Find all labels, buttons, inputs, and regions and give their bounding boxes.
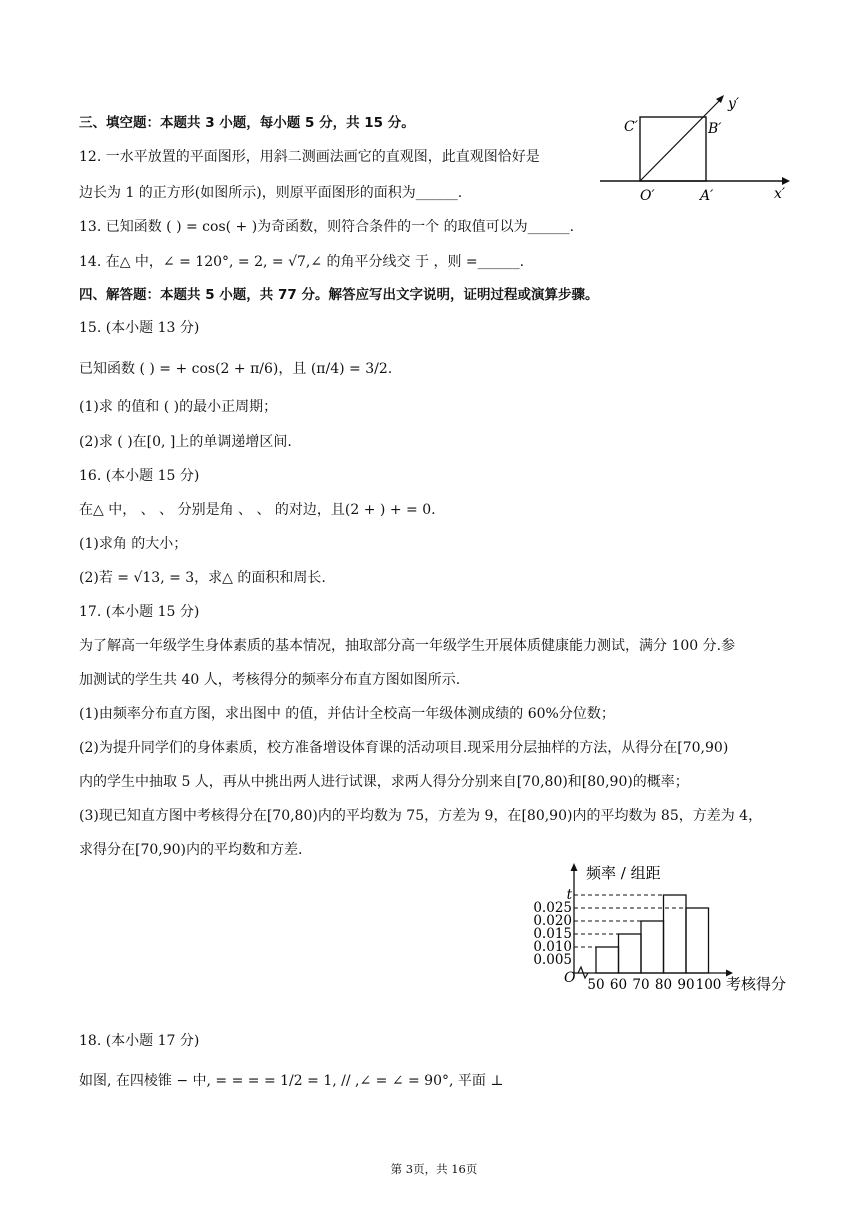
q16-statement: 在△ 中， 、 、 分别是角 、 、 的对边，且(2 + ) + = 0. (79, 502, 436, 518)
q17-part2-1: (2)为提升同学们的身体素质，校方准备增设体育课的活动项目.现采用分层抽样的方法，从得分在[70,90) (79, 740, 729, 756)
hist-y-arrow-icon (571, 863, 578, 871)
hist-x-tick-label: 100 (695, 977, 722, 993)
q18-statement: 如图, 在四棱锥 − 中, = = = = 1/2 = 1, // ,∠ = ∠ = 90°, 平面 ⊥ (79, 1073, 504, 1089)
label-b: B′ (708, 121, 722, 137)
hist-y-tick-label: 0.005 (533, 952, 572, 968)
hist-bar (664, 895, 687, 973)
hist-x-tick-label: 60 (609, 977, 628, 993)
hist-xlabel: 考核得分 (726, 975, 787, 993)
hist-origin: O (564, 970, 576, 986)
hist-y-tick-label: 0.010 (533, 939, 572, 955)
label-c: C′ (624, 119, 638, 135)
q16-part2: (2)若 = √13, = 3，求△ 的面积和周长. (79, 570, 326, 586)
q17-part2-2: 内的学生中抽取 5 人，再从中挑出两人进行试课，求两人得分分别来自[70,80)和[80,90)的概率； (79, 774, 689, 790)
hist-bar (641, 921, 664, 973)
q16-part1: (1)求角 的大小； (79, 536, 188, 552)
q15-header: 15. (本小题 13 分) (79, 320, 200, 336)
q17-part3-1: (3)现已知直方图中考核得分在[70,80)内的平均数为 75，方差为 9，在[80,90)内的平均数为 85，方差为 4， (79, 808, 763, 824)
q15-part2: (2)求 ( )在[0, ]上的单调递增区间. (79, 434, 292, 450)
q12-line1: 12. 一水平放置的平面图形，用斜二测画法画它的直观图，此直观图恰好是 (79, 149, 540, 165)
hist-y-tick-label: t (566, 887, 572, 903)
label-x: x′ (774, 186, 786, 202)
q12-line2: 边长为 1 的正方形(如图所示)，则原平面图形的面积为______. (79, 185, 463, 201)
q17-part1: (1)由频率分布直方图，求出图中 的值，并估计全校高一年级体测成绩的 60%分位数； (79, 706, 615, 722)
hist-y-tick-label: 0.020 (533, 913, 572, 929)
q17-header: 17. (本小题 15 分) (79, 604, 200, 620)
oblique-square-figure (596, 88, 796, 206)
frequency-histogram (528, 858, 800, 1000)
hist-bar (686, 908, 709, 973)
q18-header: 18. (本小题 17 分) (79, 1033, 200, 1049)
label-y: y′ (728, 96, 740, 112)
hist-x-tick-label: 70 (632, 977, 650, 993)
q15-statement: 已知函数 ( ) = + cos(2 + π/6)，且 (π/4) = 3/2. (79, 361, 393, 377)
section-fill-in-title: 三、填空题：本题共 3 小题，每小题 5 分，共 15 分。 (79, 115, 415, 131)
q13-text: 13. 已知函数 ( ) = cos( + )为奇函数，则符合条件的一个 的取值可以为______. (79, 219, 575, 235)
page-footer: 第 3页，共 16页 (390, 1162, 478, 1176)
q15-part1: (1)求 的值和 ( )的最小正周期； (79, 399, 278, 415)
q17-part3-2: 求得分在[70,90)内的平均数和方差. (79, 842, 303, 858)
x-axis-arrow-icon (782, 177, 790, 185)
hist-x-tick-label: 50 (587, 977, 605, 993)
q16-header: 16. (本小题 15 分) (79, 468, 200, 484)
hist-bar (596, 947, 619, 973)
y-axis-arrow-icon (716, 95, 724, 103)
hist-bar (619, 934, 642, 973)
hist-y-tick-label: 0.025 (533, 900, 572, 916)
label-o: O′ (640, 188, 655, 204)
section-answer-title: 四、解答题：本题共 5 小题，共 77 分。解答应写出文字说明，证明过程或演算步骤。 (79, 287, 599, 303)
hist-x-tick-label: 80 (654, 977, 673, 993)
q14-text: 14. 在△ 中，∠ = 120°, = 2, = √7,∠ 的角平分线交 于 ，则 =______. (79, 254, 525, 270)
y-axis-line (640, 100, 720, 181)
label-a: A′ (700, 188, 714, 204)
hist-x-tick-label: 90 (677, 977, 695, 993)
q17-intro-2: 加测试的学生共 40 人，考核得分的频率分布直方图如图所示. (79, 672, 461, 688)
q17-intro-1: 为了解高一年级学生身体素质的基本情况，抽取部分高一年级学生开展体质健康能力测试，满分 100 分.参 (79, 638, 736, 654)
hist-ylabel: 频率 / 组距 (586, 864, 661, 882)
hist-y-tick-label: 0.015 (533, 926, 572, 942)
